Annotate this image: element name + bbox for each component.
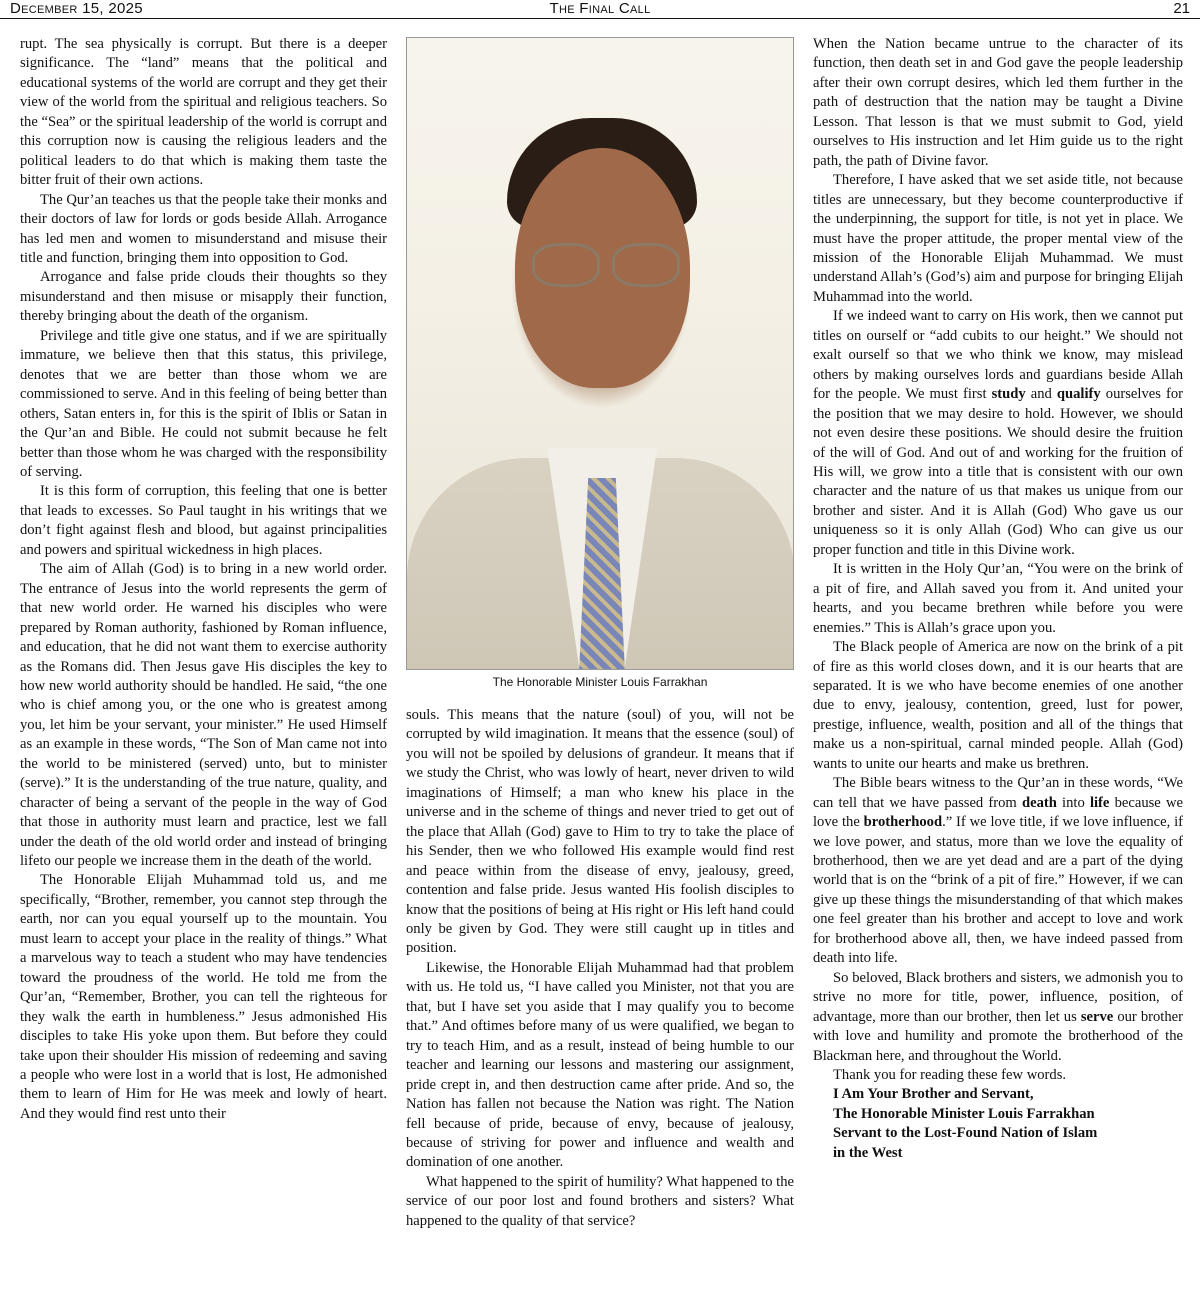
paragraph: It is this form of corruption, this feeling that one is better that leads to excesses. So Paul taught in his writings that we don’t fight against flesh and blood, but against principalities and powers and spiritual wickedness in high places. (20, 483, 387, 558)
paragraph: Thank you for reading these few words. (833, 1067, 1067, 1084)
paragraph (813, 774, 1183, 969)
paragraph: What happened to the spirit of humility? What happened to the service of our poor lost and found brothers and sisters? What happened to the quality of that service? (406, 1173, 794, 1229)
article-column-2 (406, 706, 794, 1231)
paragraph: It is written in the Holy Qur’an, “You were on the brink of a pit of fire, and Allah saved you from it. And united your hearts, and you became brethren while before you were enemies.” This is Allah’s grace upon you. (813, 561, 1183, 636)
text-run: So beloved, Black brothers and sisters, we admonish you to strive no more for title, power, influence, position, of advantage, more than our brother, then let us (813, 969, 1183, 1025)
emphasis-serve: serve (1080, 1008, 1114, 1025)
issue-date: December 15, 2025 (10, 0, 143, 17)
article-column-3 (813, 35, 1183, 1163)
emphasis-study: study (991, 386, 1026, 403)
text-run: ourselves for the position that we may desire to hold. However, we should not even desire these positions. We should desire the fruition of the will of God. And out of and working for the fruition of His will, we grow into a title that is consistent with our own character and the nature of us that makes us unique from our brother and sister. And it is Allah (God) Who gave us our uniqueness so it is only Allah (God) Who can give us our proper function and title in this Divine work. (813, 386, 1183, 558)
text-run: our brother with love and humility and promote the brotherhood of the Blackman here, and throughout the World. (813, 1008, 1183, 1064)
paragraph: Privilege and title give one status, and if we are spiritually immature, we believe then that this status, this privilege, denotes that we are better than those whom we are commissioned to serve. And in this feeling of being better than others, Satan enters in, for this is the spirit of Iblis or Satan in the Qur’an and Bible. He could not submit because he felt better than those whom he was charged with the responsibility of serving. (20, 327, 387, 480)
photo-caption: The Honorable Minister Louis Farrakhan (492, 675, 708, 689)
photo-glasses-left (532, 243, 600, 287)
emphasis-qualify: qualify (1056, 386, 1101, 403)
publication-name: The Final Call (549, 0, 651, 17)
article-column-1 (20, 35, 387, 1124)
paragraph: Likewise, the Honorable Elijah Muhammad had that problem with us. He told us, “I have called you Minister, not that you are that, but I have set you aside that I may qualify you to become that.” And oftimes before many of us were qualified, we began to try to teach Him, and as a result, instead of being humble to our teacher and learning our lessons and mastering our assignment, pride crept in, and then destruction came after pride. And so, the Nation has fallen not because the Nation was right. The Nation fell because of pride, because of envy, because of jealousy, because of striving for power and influence and wealth and domination of one another. (406, 959, 794, 1171)
signature-line: in the West (833, 1144, 903, 1161)
page-number: 21 (1173, 0, 1190, 17)
text-run: .” If we love title, if we love influence, if we love power, and status, more than we love the equality of brotherhood, then we are yet dead and are a part of the dying world that is on the “brink of a pit of fire.” However, if we can give up these things the misunderstanding of that which makes one feel greater than his brother and accept to love and work for brotherhood above all, then, we have indeed passed from death into life. (813, 814, 1183, 967)
paragraph: The Black people of America are now on the brink of a pit of fire as this world closes down, and it is our hearts that are separated. It is we who have become enemies of one another due to envy, jealousy, contention, greed, lust for power, prestige, influence, wealth, position and all of the things that make us a non-spiritual, carnal minded people. Allah (God) wants to unite our hearts and make us brethren. (813, 639, 1183, 772)
text-run: into (1056, 794, 1090, 811)
paragraph (813, 307, 1183, 560)
text-run: If we indeed want to carry on His work, then we cannot put titles on ourself or “add cubits to our height.” We should not exalt ourself so that we who think we know, may mislead others by making ourselves lords and guardians beside Allah for the people. We must first (813, 308, 1183, 403)
paragraph: Therefore, I have asked that we set aside title, not because titles are unnecessary, but they become counterproductive if the underpinning, the support for title, is not yet in place. We must have the proper attitude, the proper mental view of the mission of the Honorable Elijah Muhammad. We must understand Allah’s (God’s) aim and purpose for bringing Elijah Muhammad into the world. (813, 172, 1183, 305)
emphasis-life: life (1089, 794, 1110, 811)
paragraph: souls. This means that the nature (soul) of you, will not be corrupted by wild imagination. It means that the essence (soul) of you will not be spoiled by delusions of grandeur. It means that if we study the Christ, who was lowly of heart, never driven to wild imaginations of Himself; a man who knew his place in the universe and in the scheme of things and never tried to get out of the place that Allah (God) gave to Him to try to take the place of his Sender, then we who followed His example would find rest and peace within from the disease of envy, jealousy, greed, contention and false pride. Jesus wanted His foolish disciples to know that the positions of being at His right or His left hand could only be given by God. They were still caught up in titles and position. (406, 707, 794, 957)
paragraph: The Honorable Elijah Muhammad told us, and me specifically, “Brother, remember, you cannot step through the earth, nor can you equal yourself up to the mountain. You must learn to accept your place in the reality of things.” What a marvelous way to teach a student who may have tendencies toward the proudness of the world. He told me from the Qur’an, “Remember, Brother, you can tell the righteous for they walk the earth in humbleness.” Jesus admonished His disciples to take His yoke upon them. But before they could take upon their shoulder His mission of redeeming and saving a people who were lost in a world that is lost, He admonished them to learn of Him for He was meek and lowly of heart. And they would find rest unto their (20, 872, 387, 1122)
signature-line: Servant to the Lost-Found Nation of Islam (833, 1125, 1098, 1142)
signature-line: The Honorable Minister Louis Farrakhan (833, 1105, 1095, 1122)
text-run: and (1025, 386, 1057, 403)
portrait-photo (406, 37, 794, 670)
emphasis-death: death (1021, 794, 1057, 811)
text-run: The Bible bears witness to the Qur’an in these words, “We can tell that we have passed from (813, 775, 1183, 811)
paragraph: The aim of Allah (God) is to bring in a new world order. The entrance of Jesus into the world represents the germ of that new world order. He warned his disciples who were prepared by Roman authority, fashioned by Roman influence, and education, that he did not want them to exercise authority as the Romans did. Then Jesus gave His disciples the key to how new world authority should be handled. He said, “the one who is chief among you, or the one who is greatest among you, let him be your servant, your minister.” He used Himself as an example in these words, “The Son of Man came not into the world to be ministered (served) unto, but to minister (serve).” It is the understanding of the true nature, quality, and character of being a servant of the people in the way of God that those in authority must learn and practice, lest we fall under the death of the old world order and instead of bringing lifeto our people we increase them in the death of the world. (20, 561, 387, 870)
paragraph: When the Nation became untrue to the character of its function, then death set in and God gave the people leadership after their own corrupt desires, which led them further in the path of destruction that the nation may be taught a Divine Lesson. That lesson is that we must submit to God, yield ourselves to His instruction and let Him guide us to the right path, the path of Divine favor. (813, 36, 1183, 169)
page-header (0, 0, 1200, 19)
signature-line: I Am Your Brother and Servant, (833, 1086, 1034, 1103)
paragraph (813, 969, 1183, 1066)
emphasis-brotherhood: brotherhood (863, 814, 943, 831)
paragraph: rupt. The sea physically is corrupt. But there is a deeper significance. The “land” means that the political and educational systems of the world are corrupt and they get their view of the world from the spiritual and religious teachers. So the “Sea” or the spiritual leadership of the world is corrupt and this corruption now is causing the religious leaders and the political leaders to do that which is making them taste the bitter fruit of their own actions. (20, 36, 387, 189)
paragraph: The Qur’an teaches us that the people take their monks and their doctors of law for lords or gods beside Allah. Arrogance has led men and women to misunderstand and misuse their title and function, bringing them into opposition to God. (20, 191, 387, 266)
photo-glasses-right (612, 243, 680, 287)
text-run: because we love the (813, 794, 1183, 831)
paragraph: Arrogance and false pride clouds their thoughts so they misunderstand and then misuse or misapply their function, thereby bringing about the death of the organism. (20, 269, 387, 325)
